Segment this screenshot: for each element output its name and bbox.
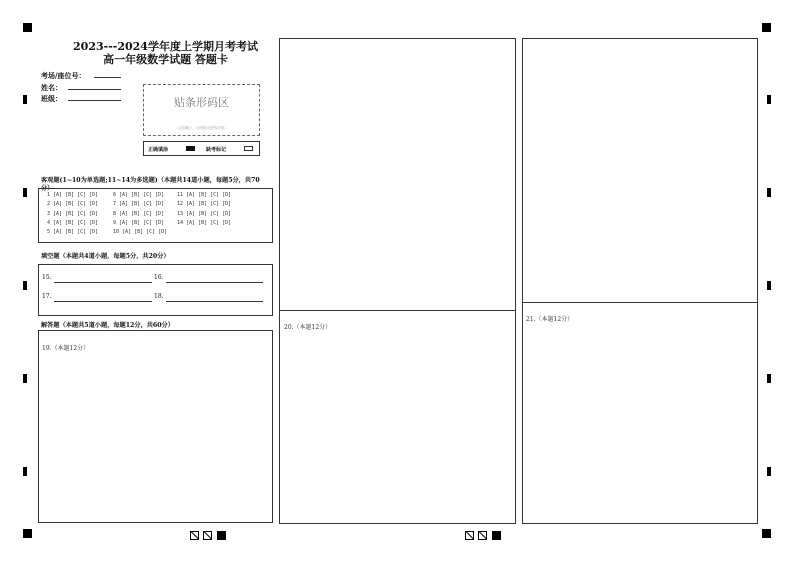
objective-question-options[interactable]: 7 [A] [B] [C] [D] <box>113 201 165 208</box>
class-label: 班级： <box>41 94 62 103</box>
barcode-area <box>143 84 260 136</box>
objective-question-options[interactable]: 10 [A] [B] [C] [D] <box>113 229 168 236</box>
page-code-mark <box>217 531 226 540</box>
objective-question-options[interactable]: 13 [A] [B] [C] [D] <box>177 210 232 217</box>
q18-answer-line[interactable] <box>166 301 263 302</box>
barcode-label: 贴条形码区 <box>174 96 229 109</box>
exam-title: 2023---2024学年度上学期月考考试 <box>73 40 258 53</box>
page-code-box <box>478 531 487 540</box>
fill-legend <box>143 141 260 156</box>
timing-mark <box>767 281 771 290</box>
q20-answer-box[interactable] <box>279 310 516 524</box>
exam-subtitle: 高一年级数学试题 答题卡 <box>103 53 228 66</box>
page-code-box <box>190 531 199 540</box>
timing-mark <box>23 374 27 383</box>
objective-question-options[interactable]: 8 [A] [B] [C] [D] <box>113 210 165 217</box>
correct-fill-sample <box>186 146 195 151</box>
timing-mark <box>23 188 27 197</box>
seat-field[interactable] <box>94 77 121 78</box>
objective-question-options[interactable]: 5 [A] [B] [C] [D] <box>47 229 99 236</box>
solution-title: 解答题（本题共5道小题，每题12分，共60分） <box>41 322 174 329</box>
objective-question-options[interactable]: 3 [A] [B] [C] [D] <box>47 210 99 217</box>
timing-mark <box>23 281 27 290</box>
correct-fill-label: 正确填涂 <box>148 147 169 153</box>
corner-mark-top-right <box>762 23 771 32</box>
objective-question-options[interactable]: 1 [A] [B] [C] [D] <box>47 192 99 198</box>
name-label: 姓名： <box>41 83 62 92</box>
barcode-note: （正面朝上，切勿贴出虚线方框） <box>175 126 228 130</box>
q16-answer-line[interactable] <box>166 282 263 283</box>
objective-question-options[interactable]: 6 [A] [B] [C] [D] <box>113 192 165 198</box>
page-code-box <box>465 531 474 540</box>
page-code-mark <box>492 531 501 540</box>
objective-question-options[interactable]: 14 [A] [B] [C] [D] <box>177 219 232 226</box>
objective-title-cont: 分） <box>41 185 54 192</box>
absent-mark-label: 缺考标记 <box>206 147 227 153</box>
q19-answer-box[interactable] <box>38 330 273 523</box>
timing-mark <box>23 467 27 476</box>
corner-mark-bottom-right <box>762 529 771 538</box>
q19-label: 19.（本题12分） <box>42 345 90 352</box>
q20-label: 20.（本题12分） <box>284 324 332 331</box>
q15-label: 15. <box>42 274 52 281</box>
q17-answer-line[interactable] <box>54 301 152 302</box>
objective-question-options[interactable]: 12 [A] [B] [C] [D] <box>177 201 232 208</box>
q21-answer-box[interactable] <box>522 302 758 524</box>
timing-mark <box>767 95 771 104</box>
fill-blank-title: 填空题（本题共4道小题，每题5分，共20分） <box>41 253 170 260</box>
class-field[interactable] <box>68 100 121 101</box>
timing-mark <box>23 95 27 104</box>
objective-question-options[interactable]: 9 [A] [B] [C] [D] <box>113 219 165 226</box>
objective-question-options[interactable]: 11 [A] [B] [C] [D] <box>177 192 232 198</box>
objective-title: 客观题(1~10为单选题;11~14为多选题)（本题共14道小题，每题5分，共70 <box>41 177 260 184</box>
middle-upper-answer-box[interactable] <box>279 38 516 311</box>
corner-mark-bottom-left <box>23 529 32 538</box>
corner-mark-top-left <box>23 23 32 32</box>
page-code-box <box>203 531 212 540</box>
timing-mark <box>767 188 771 197</box>
seat-label: 考场/座位号： <box>41 71 86 80</box>
q17-label: 17. <box>42 293 52 300</box>
timing-mark <box>767 374 771 383</box>
objective-question-options[interactable]: 4 [A] [B] [C] [D] <box>47 219 99 226</box>
fill-blank-box <box>38 264 273 316</box>
q18-label: 18. <box>154 293 164 300</box>
objective-question-options[interactable]: 2 [A] [B] [C] [D] <box>47 201 99 208</box>
right-upper-answer-box[interactable] <box>522 38 758 303</box>
q15-answer-line[interactable] <box>54 282 152 283</box>
q21-label: 21.（本题12分） <box>526 316 574 323</box>
name-field[interactable] <box>68 89 121 90</box>
q16-label: 16. <box>154 274 164 281</box>
absent-checkbox[interactable] <box>244 146 253 151</box>
timing-mark <box>767 467 771 476</box>
